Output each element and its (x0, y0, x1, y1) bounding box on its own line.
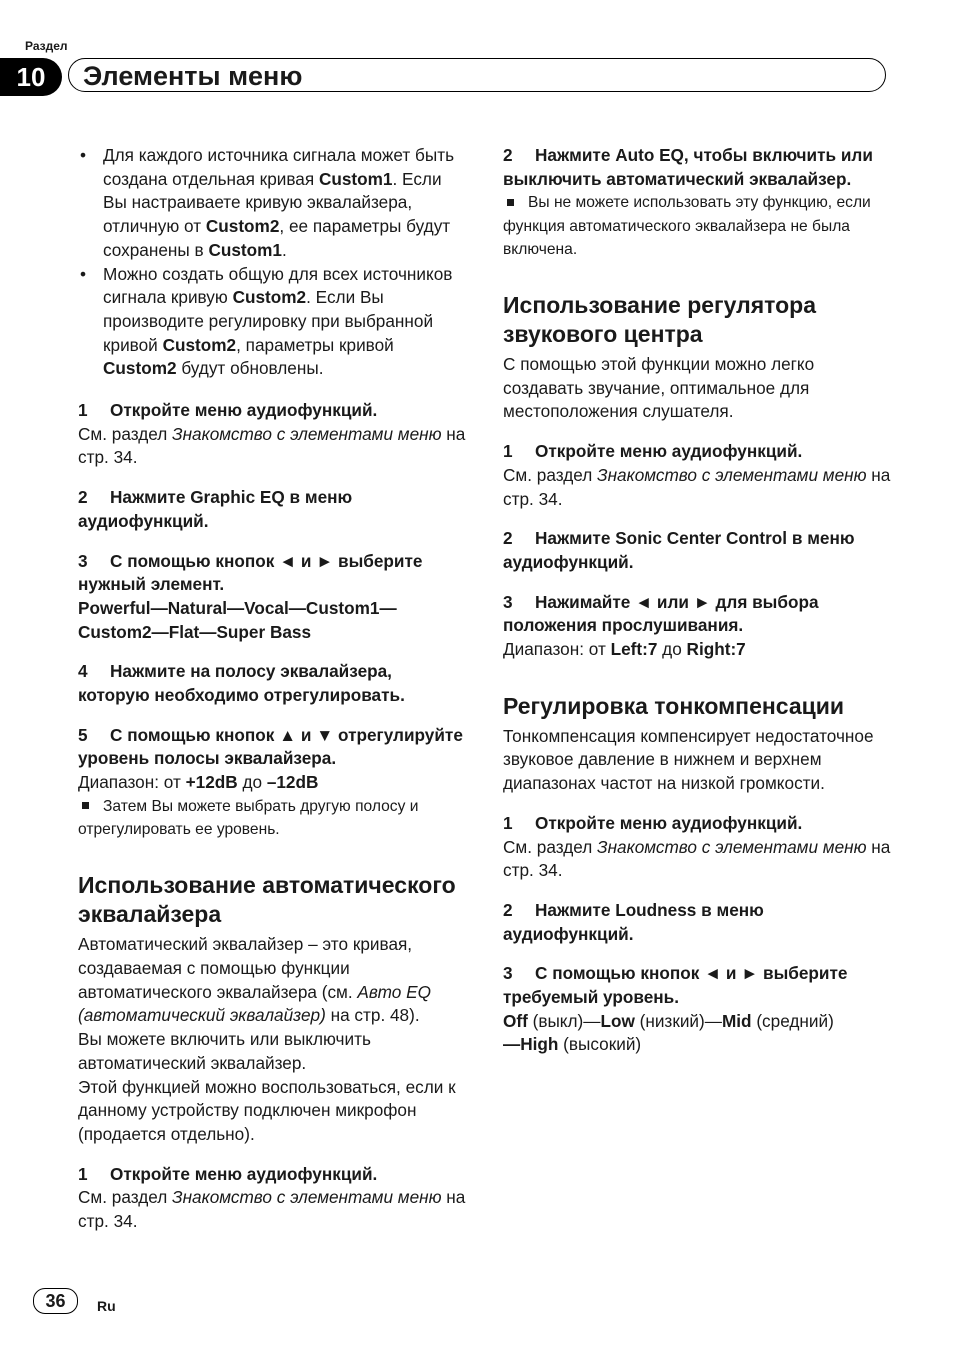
step-heading: 1 Откройте меню аудиофункций. (78, 400, 378, 421)
note: Вы не можете использовать эту функцию, если функция автоматического эквалайзера не была включена. (503, 194, 871, 258)
step-heading: 2 Нажмите Sonic Center Control в меню аудиофункций. (503, 528, 855, 572)
section-heading: Использование регулятора звукового центра (503, 292, 816, 348)
step-heading: 1 Откройте меню аудиофункций. (78, 1163, 378, 1184)
section-label: Раздел (25, 39, 68, 53)
step-reference: См. раздел Знакомство с элементами меню на стр. 34. (78, 423, 466, 468)
section-heading: Регулировка тонкомпенсации (503, 692, 845, 719)
step-heading: 2 Нажмите Loudness в меню аудиофункций. (503, 899, 764, 944)
note: Затем Вы можете выбрать другую полосу и отрегулировать ее уровень. (78, 797, 419, 839)
page-title: Элементы меню (68, 58, 886, 92)
step-heading: 3 Нажимайте ◄ или ► для выбора положения прослушивания. (503, 591, 819, 636)
step-range: Диапазон: от Left:7 до Right:7 (503, 639, 746, 660)
step-range: Диапазон: от +12dB до –12dB (78, 772, 319, 793)
step-reference: См. раздел Знакомство с элементами меню на стр. 34. (78, 1187, 466, 1232)
step-heading: 5 С помощью кнопок ▲ и ▼ отрегулируйте уровень полосы эквалайзера. (78, 724, 463, 769)
right-column (503, 144, 895, 1057)
step-heading: 2 Нажмите Auto EQ, чтобы включить или выключить автоматический эквалайзер. (503, 145, 873, 189)
paragraph: Автоматический эквалайзер – это кривая, создаваемая с помощью функции автоматического эквалайзера (см. Авто EQ (автоматический эквалайзер) на стр. 48). (78, 934, 431, 1026)
step-reference: См. раздел Знакомство с элементами меню на стр. 34. (503, 836, 891, 881)
section-number-badge: 10 (0, 58, 62, 96)
page-number: 36 (33, 1288, 78, 1314)
note-square-icon (507, 199, 514, 206)
step-heading: 4 Нажмите на полосу эквалайзера, которую необходимо отрегулировать. (78, 661, 405, 706)
left-column (78, 144, 468, 1234)
step-heading: 3 С помощью кнопок ◄ и ► выберите нужный элемент. (78, 550, 423, 595)
paragraph: Вы можете включить или выключить автоматический эквалайзер. (78, 1029, 371, 1073)
bullet-list (78, 144, 468, 381)
section-heading: Использование автоматического эквалайзера (78, 872, 456, 928)
step-options: Powerful—Natural—Vocal—Custom1—Custom2—Flat—Super Bass (78, 597, 397, 642)
paragraph: С помощью этой функции можно легко создавать звучание, оптимальное для местоположения слушателя. (503, 354, 815, 422)
language-label: Ru (97, 1298, 116, 1314)
step-heading: 1 Откройте меню аудиофункций. (503, 441, 803, 462)
note-square-icon (82, 802, 89, 809)
list-item: • Для каждого источника сигнала может быть создана отдельная кривая Custom1. Если Вы настраиваете кривую эквалайзера, отличную от Custom2, ее параметры будут сохранены в Custom1. (78, 144, 468, 263)
step-options: Off (выкл)—Low (низкий)—Mid (средний) —High (высокий) (503, 1010, 834, 1055)
paragraph: Этой функцией можно воспользоваться, если к данному устройству подключен микрофон (продается отдельно). (78, 1076, 456, 1144)
step-heading: 3 С помощью кнопок ◄ и ► выберите требуемый уровень. (503, 963, 848, 1008)
step-reference: См. раздел Знакомство с элементами меню на стр. 34. (503, 464, 891, 509)
list-item: • Можно создать общую для всех источников сигнала кривую Custom2. Если Вы производите регулировку при выбранной кривой Custom2, параметры кривой Custom2 будут обновлены. (78, 263, 468, 382)
paragraph: Тонкомпенсация компенсирует недостаточное звуковое давление в нижнем и верхнем диапазонах частот на низкой громкости. (503, 725, 874, 794)
step-heading: 1 Откройте меню аудиофункций. (503, 812, 803, 833)
step-heading: 2 Нажмите Graphic EQ в меню аудиофункций. (78, 487, 353, 531)
